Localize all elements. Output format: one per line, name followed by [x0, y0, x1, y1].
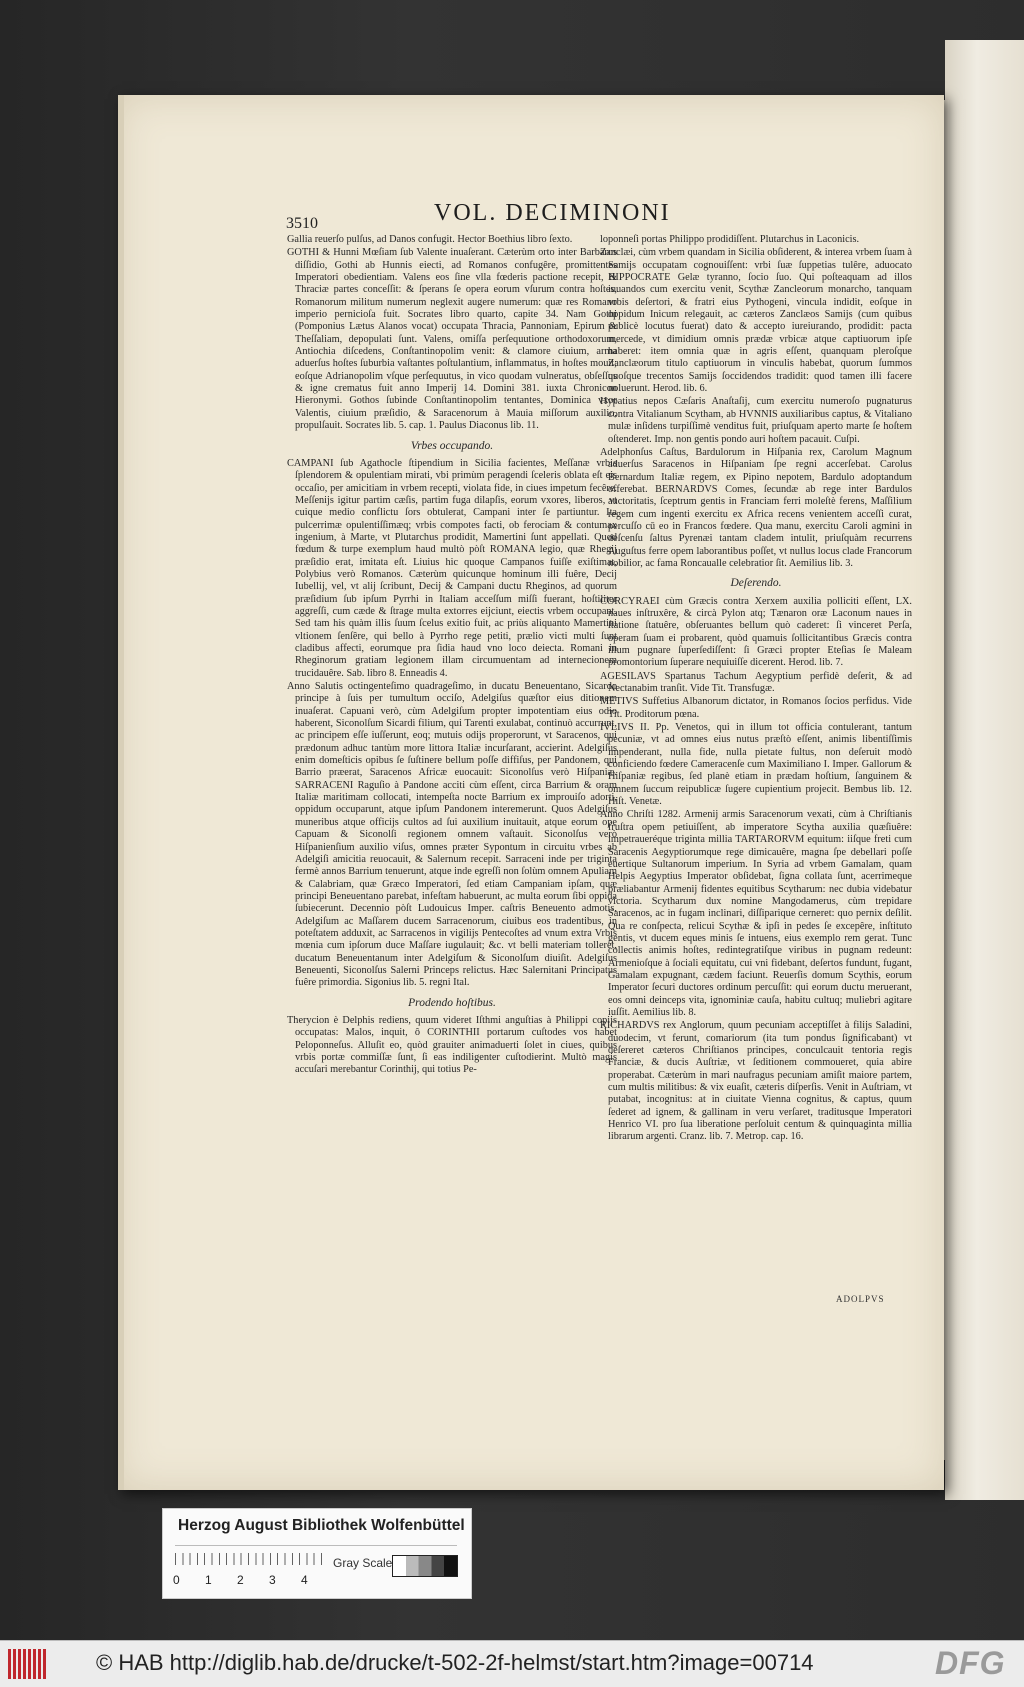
catchword: ADOLPVS	[836, 1294, 885, 1304]
text-paragraph: IVLIVS II. Pp. Venetos, qui in illum tot officia contulerant, tantum pecuniæ, vt ad omnes eius nutus præſtò eſſent, animis libentiſſimis impenderant, nulla fide, nulla pietate fultus, non deſeruit modò conficiendo fœdere Cameracenſe cum Maximiliano I. Imper. Gallorum & Hiſpaniæ regibus, ſed planè etiam in prædam hoſtium, ſanguinem & omnem ſuccum reipublicæ ſugere cupientium projecit. Bembus lib. 12. Hiſt. Venetæ.	[600, 722, 912, 808]
text-paragraph: AGESILAVS Spartanus Tachum Aegyptium perfidè deſerit, & ad Nectanabim tranſit. Vide Tit. Transfugæ.	[600, 670, 912, 695]
ruler-numbers	[173, 1573, 343, 1587]
text-paragraph: Anno Salutis octingenteſimo quadrageſimo, in ducatu Beneuentano, Sicardo principe à ſuis per tumultum occiſo, Adelgiſus quæſtor eius ditionem inuaſerat. Capuani verò, cùm Adelgiſum propter impotentiam eius odio haberent, Siconolſum Sicardi filium, qui Tarenti exulabat, continuò accurrunt, ac principem eſſe iuſſerunt, eoq; mutuis odijs properorunt, vt Saracenos, qui prædonum adhuc tantùm more littora Italiæ incurſarant, accierint. Adelgiſus enim domeſticis opibus ſe ſuſtinere bellum poſſe diffiſus, per Pandonem, qui Barrio præerat, Saracenos Africæ euocauit: Siconolſus verò Hiſpaniæ. SARRACENI Raguſio à Pandone acciti cùm eſſent, circa Barrium & oram Italiæ maritimam collocati, intempeſta nocte Barrium ex improuiſo adorti, oppidum occuparunt, atque ipſum Pandonem interemerunt. Quos Adelgiſus muneribus atque officijs cultos ad ſui auxilium inuitauit, atque eorum ope Capuam & Siconolſi regionem omnem vaſtauit. Siconolſus verò Hiſpanienſium auxilio viſus, omnes præter Sypontum in circuitu vrbes ab Adelgiſi amicitia reuocauit, & Salernum recepit. Sarraceni inde per triginta fermè annos Barrium tenuerunt, atque inde egreſſi non ſolùm omnem Apuliam & Calabriam, quæ Græco Imperatori, ſed etiam Campaniam ipſam, quæ principi Beneuentano parebat, infeſtam habuerunt, ac multa eorum ſibi oppida ſubiecerunt. Decennio pòſt Ludouicus Imper. caſtris Beneuento admotis, Adelgiſum ac Maſſarem ducem Sarracenorum, ciuibus eos tradentibus, in poteſtatem adduxit, ac Sarracenos in vigilijs Pentecoſtes ad vnum extra Vrbis mœnia cum ipſorum duce Maſſare iugulauit; &c. vt belli materiam tolleret, ducatum Beneuentanum inter Adelgiſum & Siconolſum diuiſit. Adelgiſus Beneuenti, Siconolſus Salerni Princeps relictus. Hæc Salernitani Principatus fuêre primordia. Sigonius lib. 5. regni Ital.	[287, 681, 617, 989]
running-title: VOL. DECIMINONI	[434, 200, 671, 226]
hab-logo-icon	[8, 1649, 46, 1679]
gray-scale-label: Gray Scale	[333, 1556, 393, 1570]
text-paragraph: loponneſi portas Philippo prodidiſſent. Plutarchus in Laconicis.	[600, 234, 860, 245]
ruler-number: 4	[301, 1573, 308, 1587]
source-url[interactable]: © HAB http://diglib.hab.de/drucke/t-502-2f-helmst/start.htm?image=00714	[96, 1650, 814, 1675]
text-paragraph: CORCYRAEI cùm Græcis contra Xerxem auxilia polliciti eſſent, LX. naues inſtruxêre, & circà Pylon atq; Tænaron oræ Laconum naues in ſtatione ſtatuêre, obſeruantes bellum quò caderet: ſi vinceret Perſa, operam ſuam ei probarent, quòd quamuis ſollicitantibus Græcis contra illum pugnare ſuperſediſſent: ſi Græci propter Eteſias ſe Maleam promontorium ſuperare nequiuiſſe dicerent. Herod. lib. 7.	[600, 595, 912, 669]
dfg-logo: DFG	[935, 1645, 1006, 1681]
gray-scale-swatch	[392, 1555, 458, 1577]
card-institution: Herzog August Bibliothek Wolfenbüttel	[178, 1517, 465, 1534]
text-paragraph: RICHARDVS rex Anglorum, quum pecuniam acceptiſſet à filijs Saladini, duodecim, vt ferunt, comariorum (ita tum pondus ſignificabant) vt deſereret cæteros Chriſtianos principes, conculcauit tentoria regis Franciæ, & ducis Auſtriæ, vt ſeditionem commoueret, quia abire properabat. Cæterùm in mari naufragus pecuniam amiſit maiore partem, cum multis militibus: & vix euaſit, cæteris diſperſis. Venit in Auſtriam, vt putabat, incognitus: at in ciuitate Vienna cognitus, & captus, quum ſederet ad ignem, & gallinam in veru verſaret, traditusque Imperatori Henrico VI. pro ſua liberatione perſoluit centum & quinquaginta millia librarum argenti. Cranz. lib. 7. Metrop. cap. 16.	[600, 1020, 912, 1143]
measure-ruler	[175, 1553, 325, 1565]
text-paragraph: Therycion è Delphis rediens, quum videret Iſthmi anguſtias à Philippi copijs occupatas: Malos, inquit, ô CORINTHII portarum cuſtodes vos habet Peloponneſus. Alluſit eo, quòd grauiter animaduerti ſolet in ciues, quibus vrbis portæ commiſſæ ſunt, ſi eas indiligenter cuſtodierint. Multò magis accuſari merebantur Corinthij, qui totius Pe-	[287, 1014, 617, 1076]
section-heading: Vrbes occupando.	[410, 439, 494, 452]
right-text-column	[600, 234, 912, 1145]
left-text-column	[287, 234, 617, 1078]
text-paragraph: Adelphonſus Caſtus, Bardulorum in Hiſpania rex, Carolum Magnum aduerſus Saracenos in Hiſpaniam ſpe regni accerſebat. Carolus Bernardum Italiæ regem, ex Pipino nepotem, Bardulo adoptandum offerebat. BERNARDVS Comes, ſecundæ ab rege inter Bardulos auctoritatis, ſceptrum gentis in Franciam ferri moleſtè ferens, Maſſilium regem cum ingenti exercitu ex Africa recens venientem acceſſi curat, percuſſo cū eo in Francos fœdere. Qua manu, exercitu Caroli agmini in deſcenſu ſaltus Pyrenæi tantam cladem intulit, priuſquàm recurrens Auguſtus ferre opem laborantibus poſſet, vt nullus locus clade Francorum nobilior, ac fama Roncaualle celebratior ſit. Aemilius lib. 3.	[600, 446, 912, 569]
ruler-number: 2	[237, 1573, 244, 1587]
text-paragraph: Gallia reuerſo pulſus, ad Danos confugit. Hector Boethius libro ſexto.	[287, 234, 573, 245]
text-paragraph: GOTHI & Hunni Mœſiam ſub Valente inuaſerant. Cæterùm orto inter Barbaros diſſidio, Gothi ab Hunnis eiecti, ad Romanos confugêre, promittentes Imperatori obedientiam. Valens eos ſine vlla fœderis pactione recepit, & Thraciæ partes conceſſit: & ſperans ſe opera eorum vſurum contra hoſtes, Romanorum militum numerum neglexit augere numerum: quæ res Romano imperio pernicioſa fuit. Socrates libro quarto, capite 34. Nam Gothi (Pomponius Lætus Alanos vocat) occupata Thracia, Pannoniam, Epirum & Theſſaliam, depopulati ſunt. Valens, omiſſa perſequutione orthodoxorum, Antiochia diſcedens, Conſtantinopolim venit: & clamore ciuium, arma aduerſus hoſtes ſuburbia vaſtantes poſtulantium, inflammatus, in hoſtes mouit; eoſque Adrianopolim vſque perſequutus, in vico quodam vulneratus, obſeſſus & igne crematus fuit anno Imperij 14. Domini 381. iuxta Chronicon Hieronymi. Gothos ſubinde Conſtantinopolim tentantes, Dominica vxor Valentis, ciuium præſidio, & Saracenorum à Mauia miſſorum auxilio, propulſauit. Socrates lib. 5. cap. 1. Paulus Diaconus lib. 11.	[287, 247, 617, 432]
ruler-number: 1	[205, 1573, 212, 1587]
viewer-footer	[0, 1640, 1024, 1687]
text-paragraph: Anno Chriſti 1282. Armenij armis Saracenorum vexati, cùm à Chriſtianis fruſtra opem petiuiſſent, ab imperatore Scytha auxilia quæſiuêre: impetraueréque triginta millia TARTARORVM equitum: iiſque freti cum Saracenis Aegyptiorumque rege dimicauêre, magna ſpe debellari poſſe euertique Sultanorum imperium. In Syria ad vrbem Gamalam, quam Helpis Aegyptius Imperator obſidebat, ſigna collata ſunt, acerrimeque præliabantur Armenij fidentes equitibus Scytharum: nec dubia videbatur victoria. Scytharum dux nomine Mangodamerus, cùm trepidare Saracenos, ac in fugam inclinari, diſſiparique cerneret: quo pernix deſilit. Qua re conſpecta, relicui Scythæ & ipſi in pedes ſe excepêre, inſtituto gentis, vt ducem eques minis ſe intuens, eius exemplo rem gerat. Tunc collectis animis hoſtes, redintegratiſque viribus in pugnam redeunt: Armenioſque à ſociali equitatu, cui vni fidebant, deſertos fundunt, fugant, Gamalam expugnant, cædem faciunt. Reuerſis domum Scythis, eorum Imperator ſecuri ductores ordinum percuſſit: qui eorum ductu meruerant, eos omni deinceps vita, ignominiæ cauſa, habitu cultuq; muliebri agitare iuſſit. Aemilius lib. 8.	[600, 809, 912, 1018]
facing-page-edge	[945, 40, 1024, 1500]
text-paragraph: CAMPANI ſub Agathocle ſtipendium in Sicilia facientes, Meſſanæ vrbis ſplendorem & opulentiam mirati, vbi primùm peragendi ſceleris oblata eſt eis occaſio, per amicitiam in vrbem recepti, violata fide, in ciues impetum fecêre. Meſſenijs igitur partim cæſis, partim fuga dilapſis, eorum vxores, liberos, vt cuique medio conflictu ſors obtulerat, Campani inter ſe partiuntur. Ita pulcerrimæ opulentiſſimæq; vrbis compotes facti, ob ferociam & contumax ingenium, à Marte, vt Plutarchus prodidit, Mamertini ſunt appellati. Quod fœdum & turpe exemplum haud multò pòſt ROMANA legio, quæ Rhegij præſidio erat, imitata eſt. Liuius hic quoque Campanos fuiſſe exiſtimat, Polybius verò Romanos. Cæterùm quicunque hominum illi fuêre, Decij Iubellij, vel, vt alij ſcribunt, Decij & Campani ductu Rheginos, ad quorum præſidium ſub ipſum Pyrrhi in Italiam acceſſum miſſi fuerant, hoſtiliter aggreſſi, cum cæde & ſtrage multa extorres eijciunt, eiectis vrbem occupant. Sed tam his quàm illis ſuum ſcelus exitio fuit, ac priùs aliquanto Mamertini vltionem ſenſêre, qui bello à Pyrrho rege petiti, prælio victi multi ſunt cladibus affecti, eorumque pra ſidia haud vno loco deiecta. Romani in Rheginorum gratiam legionem illam circumuentam ad internecionem trucidauêre. Sab. libro 8. Enneadis 4.	[287, 457, 617, 679]
page-gutter	[118, 95, 124, 1490]
ruler-number: 3	[269, 1573, 276, 1587]
card-divider	[175, 1545, 457, 1546]
section-heading: Deſerendo.	[730, 577, 782, 590]
page-number: 3510	[286, 215, 318, 232]
color-calibration-card	[162, 1508, 472, 1599]
section-heading: Prodendo hoſtibus.	[408, 996, 496, 1009]
text-paragraph: METIVS Suffetius Albanorum dictator, in Romanos ſocios perfidus. Vide Tit. Proditorum pœna.	[600, 696, 912, 720]
ruler-number: 0	[173, 1573, 180, 1587]
text-paragraph: Zanclæi, cùm vrbem quandam in Sicilia obſiderent, & interea vrbem ſuam à Samijs occupatam cognouiſſent: vrbi ſuæ ſuppetias tulêre, aduocato HIPPOCRATE Gelæ tyranno, ſocio ſuo. Qui poſteaquam ad illos iuuandos cum exercitu venit, Scythæ Zancleorum monarcho, tanquam vrbis deſertori, & fratri eius Pythogeni, vincula indidit, eoſque in oppidum Inicum relegauit, ac cæteros Zanclæos Samijs (cum quibus publicè locutus fuerat) dato & accepto iureiurando, prodidit: pacta mercede, vt dimidium omnis prædæ vrbicæ atque captiuorum ipſe haberet: item omnia quæ in agris eſſent, quanquam pleroſque Zanclæorum titulo captiuorum in vinculis habebat, quorum ſummos quoſque trecentos Samijs ſoccidendos tradidit: quod tamen illi facere noluerunt. Herod. lib. 6.	[600, 247, 912, 395]
text-paragraph: Hypatius nepos Cæſaris Anaſtaſij, cum exercitu numeroſo pugnaturus contra Vitalianum Scytham, ab HVNNIS auxiliaribus captus, & Vitaliano mulæ inſidens turpiſſimè venditus fuit, priuſquam aperto marte ſe hoſtem oſtenderet. Imp. non gentis pondo auri hoſtem pacauit. Cuſpi.	[600, 396, 912, 445]
